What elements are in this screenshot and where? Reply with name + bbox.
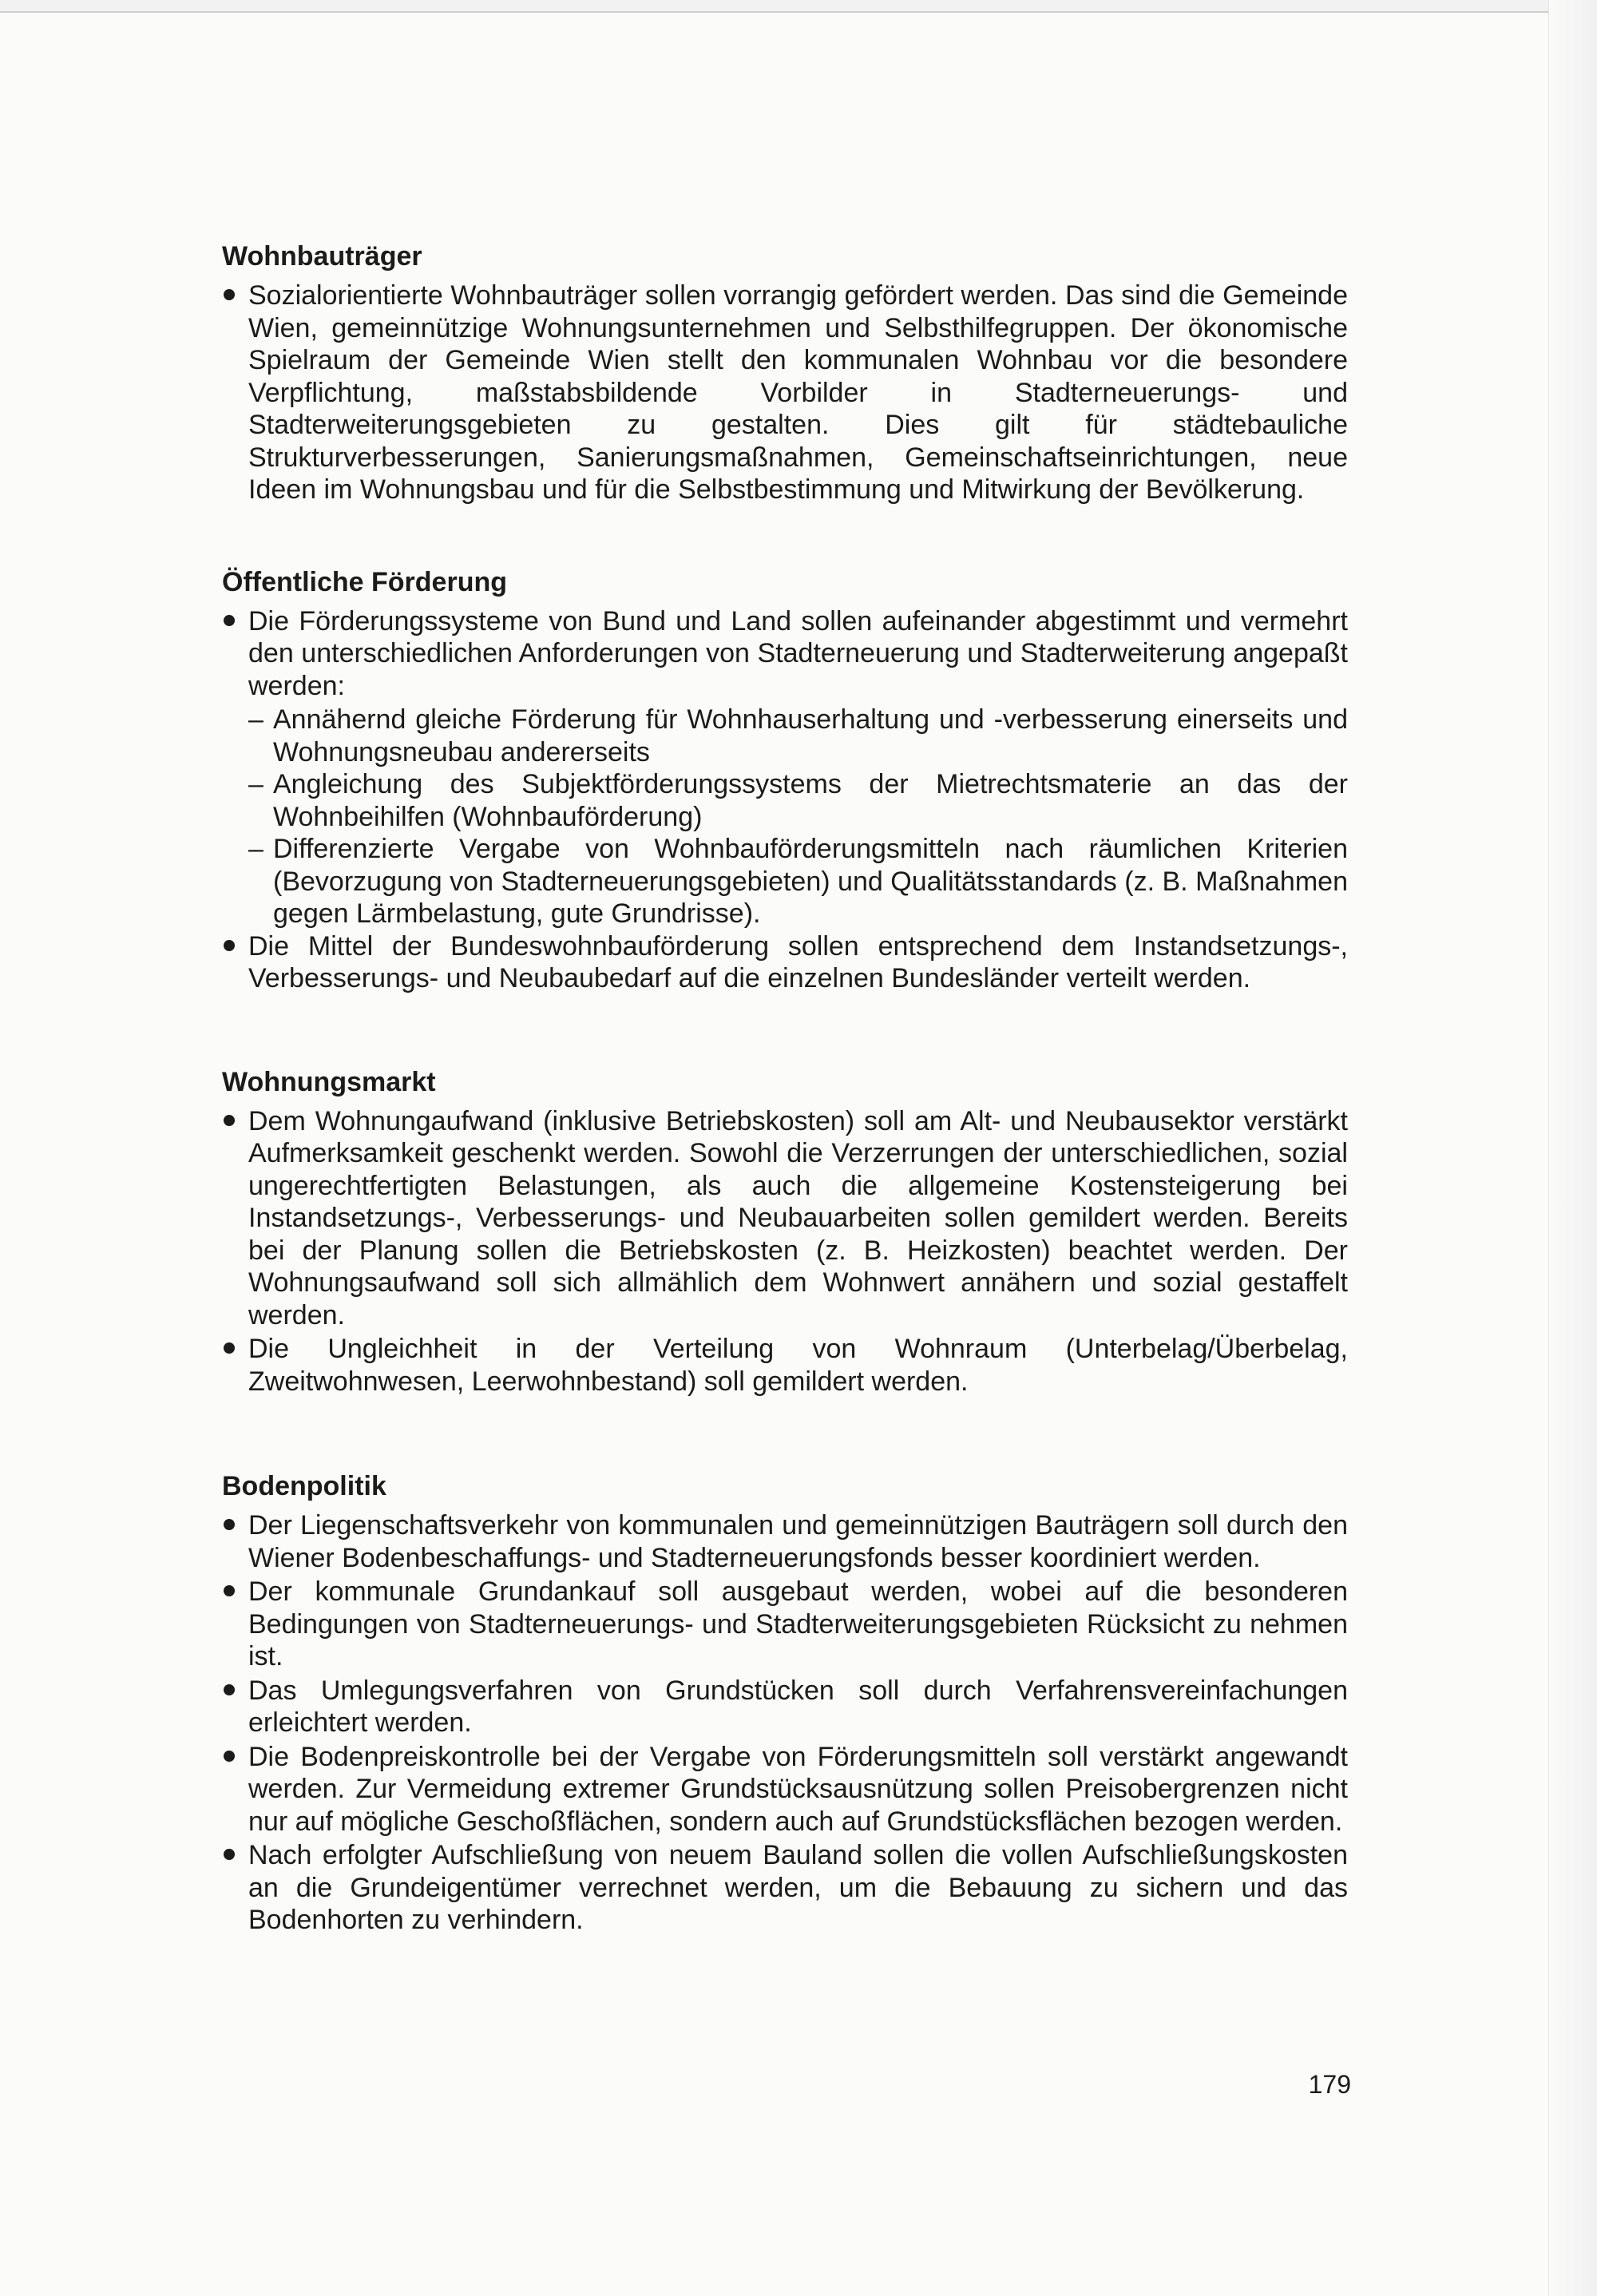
bullet-text: Die Mittel der Bundeswohnbauförderung sollen entsprechend dem Instandsetzungs-, Verbesserungs- und Neubaubedarf auf die einzelnen Bundesländer verteilt werden.	[248, 930, 1348, 993]
dash-text: Differenzierte Vergabe von Wohnbauförderungsmitteln nach räumlichen Kriterien (Bevorzugung von Stadterneuerungsgebieten) und Qualitätsstandards (z. B. Maßnahmen gegen Lärmbelastung, gute Grundrisse).	[273, 834, 1348, 929]
dash-item	[222, 704, 1348, 768]
bullet-item	[222, 605, 1348, 703]
page-number: 179	[1308, 2070, 1351, 2099]
bullet-dot-icon	[224, 615, 235, 626]
section-wohnbautraeger	[222, 236, 1348, 506]
dash-text: Annähernd gleiche Förderung für Wohnhauserhaltung und -verbesserung einerseits und Wohnungsneubau andererseits	[273, 704, 1348, 767]
bullet-dot-icon	[224, 1849, 235, 1860]
section-oeffentliche-foerderung	[222, 562, 1348, 995]
dash-text: Angleichung des Subjektförderungssystems der Mietrechtsmaterie an das der Wohnbeihilfen (Wohnbauförderung)	[273, 769, 1348, 832]
dash-item	[222, 768, 1348, 833]
bullet-dot-icon	[224, 1519, 235, 1530]
section-bodenpolitik	[222, 1466, 1348, 1937]
section-wohnungsmarkt	[222, 1062, 1348, 1398]
dash-item	[222, 833, 1348, 930]
bullet-dot-icon	[224, 1751, 235, 1762]
bullet-dot-icon	[224, 940, 235, 951]
bullet-text: Der Liegenschaftsverkehr von kommunalen und gemeinnützigen Bauträgern soll durch den Wiener Bodenbeschaffungs- und Stadterneuerungsfonds besser koordiniert werden.	[248, 1510, 1348, 1573]
section-heading: Bodenpolitik	[222, 1471, 386, 1501]
bullet-item	[222, 1509, 1348, 1574]
bullet-item	[222, 1576, 1348, 1673]
bullet-text: Nach erfolgter Aufschließung von neuem Bauland sollen die vollen Aufschließungskosten an die Grundeigentümer verrechnet werden, um die Bebauung zu sichern und das Bodenhorten zu verhindern.	[248, 1840, 1348, 1935]
bullet-text: Das Umlegungsverfahren von Grundstücken soll durch Verfahrensvereinfachungen erleichtert werden.	[248, 1675, 1348, 1738]
dash-icon: –	[248, 834, 264, 864]
bullet-text: Sozialorientierte Wohnbauträger sollen vorrangig gefördert werden. Das sind die Gemeinde Wien, gemeinnützige Wohnungsunternehmen und Selbsthilfegruppen. Der ökonomische Spielraum der Gemeinde Wien stellt den kommunalen Wohnbau vor die besondere Verpflichtung, maßstabsbildende Vorbilder in Stadterneuerungs- und Stadterweiterungsgebieten zu gestalten. Dies gilt für städtebauliche Strukturverbesserungen, Sanierungsmaßnahmen, Gemeinschaftseinrichtungen, neue Ideen im Wohnungsbau und für die Selbstbestimmung und Mitwirkung der Bevölkerung.	[248, 280, 1348, 505]
page-content	[222, 236, 1348, 1938]
bullet-text: Die Ungleichheit in der Verteilung von Wohnraum (Unterbelag/Überbelag, Zweitwohnwesen, Leerwohnbestand) soll gemildert werden.	[248, 1334, 1348, 1397]
bullet-text: Die Bodenpreiskontrolle bei der Vergabe von Förderungsmitteln soll verstärkt angewandt werden. Zur Vermeidung extremer Grundstücksausnützung sollen Preisobergrenzen nicht nur auf mögliche Geschoßflächen, sondern auch auf Grundstücksflächen bezogen werden.	[248, 1741, 1348, 1837]
bullet-item	[222, 1839, 1348, 1937]
bullet-item	[222, 1675, 1348, 1739]
bullet-text: Die Förderungssysteme von Bund und Land sollen aufeinander abgestimmt und vermehrt den unterschiedlichen Anforderungen von Stadterneuerung und Stadterweiterung angepaßt werden:	[248, 605, 1348, 701]
section-heading: Wohnbauträger	[222, 241, 422, 272]
bullet-dot-icon	[224, 1684, 235, 1695]
bullet-dot-icon	[224, 1342, 235, 1354]
bullet-item	[222, 930, 1348, 995]
bullet-dot-icon	[224, 1115, 235, 1126]
dash-icon: –	[248, 704, 264, 735]
bullet-dot-icon	[224, 289, 235, 300]
bullet-item	[222, 1333, 1348, 1398]
scan-right-edge	[1548, 0, 1597, 2296]
section-heading: Öffentliche Förderung	[222, 566, 507, 597]
bullet-dot-icon	[224, 1585, 235, 1596]
bullet-item	[222, 1741, 1348, 1838]
bullet-item	[222, 280, 1348, 506]
bullet-item	[222, 1105, 1348, 1332]
bullet-text: Dem Wohnungaufwand (inklusive Betriebskosten) soll am Alt- und Neubausektor verstärkt Aufmerksamkeit geschenkt werden. Sowohl die Verzerrungen der unterschiedlichen, sozial ungerechtfertigten Belastungen, als auch die allgemeine Kostensteigerung bei Instandsetzungs-, Verbesserungs- und Neubauarbeiten sollen gemildert werden. Bereits bei der Planung sollen die Betriebskosten (z. B. Heizkosten) beachtet werden. Der Wohnungsaufwand soll sich allmählich dem Wohnwert annähern und sozial gestaffelt werden.	[248, 1105, 1348, 1330]
section-heading: Wohnungsmarkt	[222, 1066, 436, 1097]
dash-icon: –	[248, 769, 264, 799]
scan-top-edge	[0, 0, 1597, 13]
bullet-text: Der kommunale Grundankauf soll ausgebaut werden, wobei auf die besonderen Bedingungen von Stadterneuerungs- und Stadterweiterungsgebieten Rücksicht zu nehmen ist.	[248, 1576, 1348, 1671]
